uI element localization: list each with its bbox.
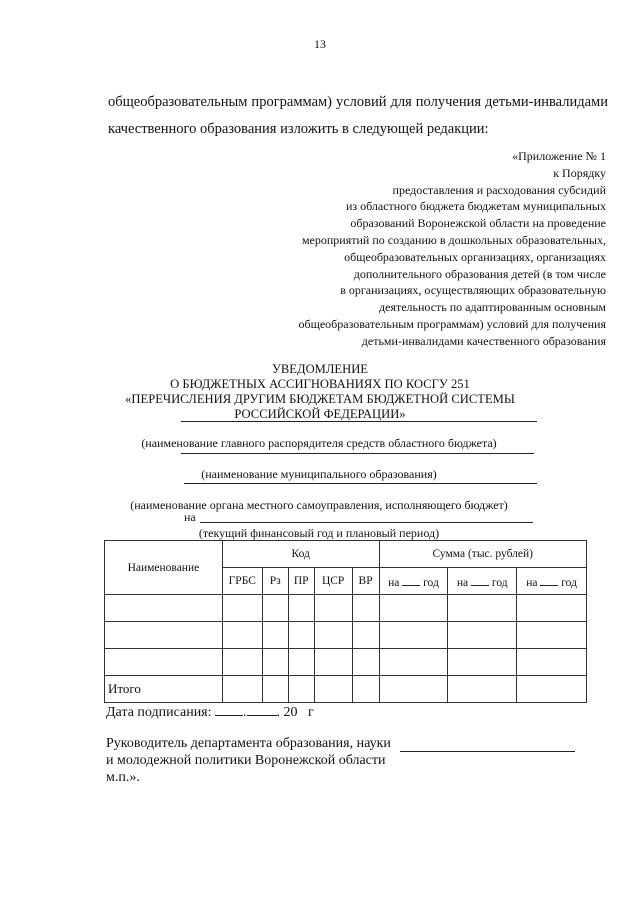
notice-line: «ПЕРЕЧИСЛЕНИЯ ДРУГИМ БЮДЖЕТАМ БЮДЖЕТНОЙ СИСТЕМЫ [125,392,515,406]
appendix-line: в организациях, осуществляющих образовательную [340,283,606,298]
date-g: г [308,705,314,720]
signatory-block [106,735,391,786]
head-line-2: и молодежной политики Воронежской области [106,753,386,768]
date-day-blank[interactable] [215,703,243,716]
year-suffix: год [423,577,439,589]
total-label: Итого [105,676,223,703]
notice-line: О БЮДЖЕТНЫХ АССИГНОВАНИЯХ ПО КОСГУ 251 [170,377,470,391]
code-grbs: ГРБС [222,568,262,595]
date-month-blank[interactable] [247,703,277,716]
table-row-total[interactable] [105,676,587,703]
intro-text [108,92,608,112]
table-row[interactable] [105,649,587,676]
year-prefix: на [388,577,400,589]
year-prefix: на [456,577,469,589]
distributor-caption: (наименование главного распорядителя средств областного бюджета) [141,436,497,450]
on-label: на [184,510,196,524]
date-label: Дата подписания: [106,705,212,720]
page-number: 13 [314,37,326,51]
budget-table [104,540,587,703]
signing-date: Дата подписания: . . 20 г [106,705,314,720]
appendix-line: деятельность по адаптированным основным [379,300,606,315]
date-year: . 20 [276,705,298,720]
appendix-line: общеобразовательным программам) условий для получения [298,316,606,331]
notice-line: РОССИЙСКОЙ ФЕДЕРАЦИИ» [234,407,406,421]
signature-line[interactable] [400,751,575,752]
appendix-line: образований Воронежской области на проведение [350,216,606,231]
code-csr: ЦСР [314,568,352,595]
table-row[interactable] [105,622,587,649]
year-suffix: год [561,577,577,589]
municipality-fill-line[interactable] [181,453,534,454]
header-code: Код [222,541,379,568]
appendix-line: из областного бюджета бюджетам муниципальных [345,199,606,214]
appendix-line: детьми-инвалидами качественного образования [361,333,606,348]
header-name: Наименование [105,541,223,595]
notice-title: УВЕДОМЛЕНИЕ [271,362,368,376]
year-col-1 [379,568,448,595]
intro-line-2: качественного образования изложить в следующей редакции: [108,121,489,137]
code-pr: ПР [288,568,314,595]
appendix-line: к Порядку [553,165,606,180]
notice-heading [0,362,640,422]
authority-caption: (наименование органа местного самоуправления, исполняющего бюджет) [130,498,508,512]
municipality-caption: (наименование муниципального образования) [201,467,437,481]
authority-fill-line[interactable] [184,483,537,484]
year-prefix: на [526,577,538,589]
appendix-header [266,148,606,350]
appendix-line: предоставления и расходования субсидий [392,182,606,197]
code-vr: ВР [352,568,379,595]
appendix-line: мероприятий по созданию в дошкольных образовательных, [301,232,606,247]
code-rz: Рз [262,568,288,595]
appendix-line: общеобразовательных организациях, организациях [344,249,606,264]
year-col-3 [517,568,587,595]
seal-mark: м.п.». [106,770,140,785]
year-col-2 [448,568,517,595]
period-caption: (текущий финансовый год и плановый период) [198,526,440,540]
header-sum: Сумма (тыс. рублей) [379,541,586,568]
distributor-fill-line[interactable] [181,421,537,422]
head-line-1: Руководитель департамента образования, науки [106,736,391,751]
appendix-line: дополнительного образования детей (в том числе [353,266,606,281]
appendix-line: «Приложение № 1 [512,149,606,163]
intro-line-1: общеобразовательным программам) условий для получения детьми-инвалидами [108,94,608,110]
period-fill-line[interactable] [200,510,533,523]
table-row[interactable] [105,595,587,622]
year-suffix: год [491,577,508,589]
